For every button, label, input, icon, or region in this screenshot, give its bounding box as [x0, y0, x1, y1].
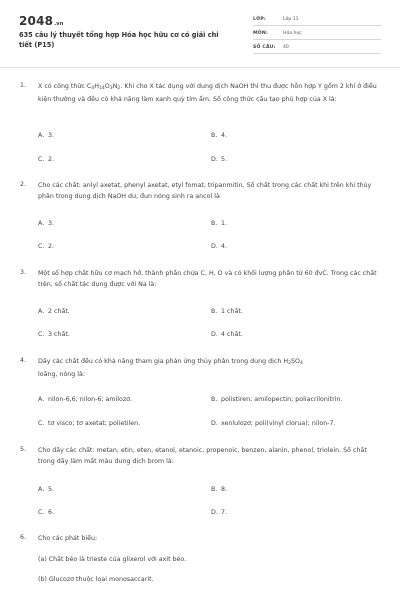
question-number: 4.: [20, 357, 27, 364]
meta-subject-value: Hóa học: [283, 31, 302, 36]
document-title: 635 câu lý thuyết tổng hợp Hóa học hữu cơ có giải chi tiết (P15): [19, 31, 219, 49]
question-5: 5. Cho dãy các chất: metan, etin, eten, etanol, etanoic, propenoic, benzen, alanin, phenol, triolein. Số chất trong dãy làm mất màu dung dịch brom là: A. 5. B. 8. C. 6. D. 7.: [0, 446, 400, 526]
meta-count-label: SỐ CÂU:: [253, 45, 276, 50]
question-number: 2.: [20, 181, 27, 188]
question-1: 1. X có công thức $C_4H_{14}O_3N_2$. Khi cho X tác dụng với dung dịch NaOH thì thu được hỗn hợp Y gồm 2 khí ở điều kiện thường và đều có khả năng làm xanh quỳ tím ẩm. Số công thức cấu tạo phù hợp của X là: A. 3. B. 4. C. 2. D. 5.: [0, 82, 400, 172]
question-stem: X có công thức $C_4H_{14}O_3N_2$. Khi cho X tác dụng với dung dịch NaOH thì thu được hỗn hợp Y gồm 2 khí ở điều kiện thường và đều có khả năng làm xanh quỳ tím ẩm. Số công thức cấu tạo phù hợp của X là:: [38, 83, 377, 103]
meta-subject-row: [253, 28, 381, 40]
meta-count-value: 40: [283, 45, 289, 50]
question-stem: Một số hợp chất hữu cơ mạch hở, thành phần chứa C, H, O và có khối lượng phân tử 60 đvC. Trong các chất trên, số chất tác dụng được với Na là:: [38, 270, 377, 288]
question-stem: Dãy các chất đều có khả năng tham gia phản ứng thủy phân trong dung dịch $H_2SO_4$ loãng, nóng là:: [38, 358, 303, 378]
meta-class-value: Lớp 11: [283, 17, 299, 22]
document-header: [0, 0, 400, 66]
question-stem: Cho dãy các chất: metan, etin, eten, etanol, etanoic, propenoic, benzen, alanin, phenol, triolein. Số chất trong dãy làm mất màu dung dịch brom là:: [38, 447, 367, 465]
meta-class-label: LỚP:: [253, 17, 266, 22]
statement-b: (b) Glucozơ thuộc loại monosaccarit.: [38, 576, 154, 583]
question-list: [0, 68, 400, 600]
question-number: 3.: [20, 269, 27, 276]
question-4: 4. Dãy các chất đều có khả năng tham gia phản ứng thủy phân trong dung dịch $H_2SO_4$ loãng, nóng là: A. nilon-6,6; nilon-6; amilozơ. B. polistiren; amilopectin; poliacrilonitrin. C. tơ visco; tơ axetat; polietilen. D. xenlulozơ; poli(vinyl clorua); nilon-7.: [0, 357, 400, 437]
question-number: 6.: [20, 534, 27, 541]
meta-subject-label: MÔN:: [253, 31, 268, 36]
question-stem: Cho các chất: anlyl axetat, phenyl axetat, etyl fomat, tripanmitin. Số chất trong các chất khi trên khi thủy phân trong dung dịch NaOH dư, đun nóng sinh ra ancol là: [38, 182, 372, 200]
meta-count-row: [253, 42, 381, 54]
logo-suffix-text: .vn: [54, 21, 64, 27]
meta-class-row: [253, 14, 381, 26]
logo-main-text: 2048: [19, 14, 54, 28]
question-6: [0, 534, 400, 600]
question-2: 2. Cho các chất: anlyl axetat, phenyl axetat, etyl fomat, tripanmitin. Số chất trong các chất khi trên khi thủy phân trong dung dịch NaOH dư, đun nóng sinh ra ancol là A. 3. B. 1. C. 2. D. 4.: [0, 181, 400, 261]
statement-a: (a) Chất béo là trieste của glixerol với axit béo.: [38, 556, 187, 563]
question-stem: Cho các phát biểu:: [38, 535, 98, 542]
question-number: 1.: [20, 82, 27, 89]
site-logo[interactable]: [19, 14, 64, 28]
question-number: 5.: [20, 446, 27, 453]
question-3: 3. Một số hợp chất hữu cơ mạch hở, thành phần chứa C, H, O và có khối lượng phân tử 60 đvC. Trong các chất trên, số chất tác dụng được với Na là: A. 2 chất. B. 1 chất. C. 3 chất. D. 4 chất.: [0, 269, 400, 349]
